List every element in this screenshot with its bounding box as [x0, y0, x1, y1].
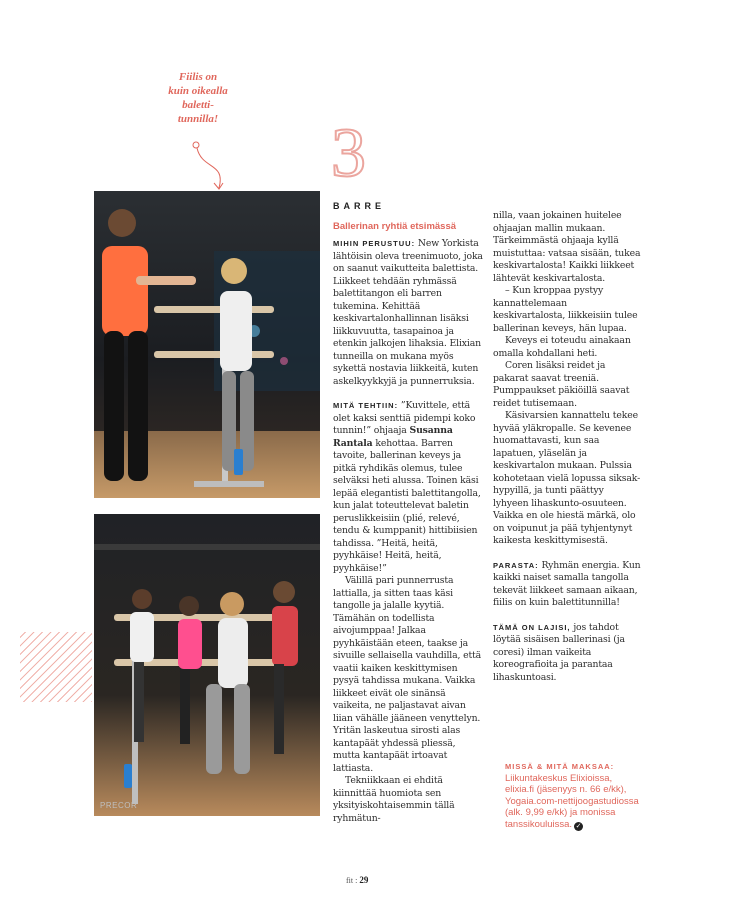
paragraph: Käsivarsien kannattelu tekee hyvää yläkropalle. Se kevenee huomattavasti, kun saa lapatuen, yläselän ja keskivartalon mukaan. Pulssia kohotetaan vielä lopussa siksak-hypyillä, ja tunti päättyy lyhyeen lihaskunto-osuuteen. Vaikka en ole hiestä märkä, olo on voipunut ja pää tyhjentynyt kaikesta keskittymisestä. — [493, 410, 641, 546]
paragraph: Välillä pari punnerrusta lattialla, ja sitten taas käsi tangolle ja jalalle kyytiä. Tämähän on todellista aivojumppaa! Jalkaa pyyhkäistään eteen, taakse ja sivuille sellaisella vauhdilla, että vaatii kaiken keskittymisen pysyä tahdissa mukana. Vaikka liikkeet eivät ole sinänsä vaikeita, ne paljastavat aivan liian vähälle jääneen venyttelyn. Yritän laskeutua sirosti alas kantapäät yhdessä pliessä, mutta kantapäät irtoavat lattiasta. — [333, 575, 482, 774]
paragraph: Coren lisäksi reidet ja pakarat saavat treeniä. Pumppaukset päkiöillä saavat reidet tutisemaan. — [493, 360, 630, 409]
paragraph — [333, 238, 483, 388]
caption-line: tunnilla! — [177, 113, 219, 125]
paragraph — [493, 622, 641, 685]
barre-group-image — [94, 514, 320, 816]
info-box — [505, 761, 640, 831]
paragraph: Tekniikkaan ei ehditä kiinnittää huomiota sen yksityiskohtaisemmin tällä ryhmätun- — [333, 775, 455, 824]
info-text: Liikuntakeskus Elixioissa, elixia.fi (jäsenyys n. 66 e/kk), Yogaia.com-nettijoogastudiossa (alk. 9,99 e/kk) ja monissa tanssikouluissa. — [505, 772, 639, 830]
paragraph-label: MITÄ TEHTIIN: — [333, 401, 399, 410]
text-column-2 — [493, 210, 641, 684]
pointer-arrow-icon — [190, 140, 230, 192]
paragraph — [493, 560, 641, 610]
article-number: 3 — [331, 115, 366, 192]
barre-photo-bottom — [94, 514, 320, 816]
photo-caption — [150, 70, 246, 126]
page-footer — [346, 875, 368, 885]
barre-class-image — [94, 191, 320, 498]
section-title: BARRE — [333, 201, 386, 211]
paragraph-label: MIHIN PERUSTUU: — [333, 239, 416, 248]
info-label: MISSÄ & MITÄ MAKSAA: — [505, 762, 615, 771]
caption-line: baletti- — [182, 99, 214, 111]
brand-label: PRECOR — [100, 801, 138, 810]
barre-photo-top — [94, 191, 320, 498]
paragraph-text: New Yorkista lähtöisin oleva treenimuoto, joka on saanut vaikutteita balettista. Liikkeet tehdään ryhmässä balettitangon eli barren tukemina. Kehittää keskivartalonhallinnan lisäksi liikkuvuutta, tasapainoa ja etenkin jalkojen lihaksia. Elixian tunneilla on mukana myös sykettä nostavia liikkeitä, kuten askelkyykkyjä ja punnerruksia. — [333, 238, 483, 387]
paragraph-text: kehottaa. Barren tavoite, ballerinan keveys ja pitkä ryhdikäs olemus, tulee selväksi heti alussa. Toinen käsi lepää elegantisti balettitangolla, kun jalat toteuttelevat baletin peruslikkeisiin (plié, relevé, tendu & kumppanit) hittibiisien tahdissa. ”Heitä, heitä, pyyhkäise! Heitä, heitä, pyyhkäise!” — [333, 437, 481, 574]
page-number: 29 — [359, 875, 369, 885]
paragraph: Keveys ei toteudu ainakaan omalla kohdallani heti. — [493, 335, 631, 359]
paragraph — [333, 400, 483, 575]
paragraph-label: TÄMÄ ON LAJISI, — [493, 622, 571, 632]
paragraph: nilla, vaan jokainen huitelee ohjaajan mallin mukaan. Tärkeimmästä ohjaaja kyllä muistuttaa: vatsaa sisään, tukea keskivartalosta! Kaikki liikkeet lähtevät keskivartalosta. — [493, 210, 641, 284]
paragraph-text: ”Kuvittele, että olet kaksi senttiä pidempi koko tunnin!” ohjaaja — [333, 400, 476, 436]
article-subhead: Ballerinan ryhtiä etsimässä — [333, 221, 457, 232]
paragraph: – Kun kroppaa pystyy kannattelemaan keskivartalosta, liikkeisiin tulee ballerinan keveys, hän lupaa. — [493, 285, 638, 334]
caption-line: kuin oikealla — [168, 85, 228, 97]
paragraph-text: jos tahdot löytää sisäisen ballerinasi (ja coresi) ilman vaikeita koreografioita ja parantaa lihaskuntoasi. — [493, 621, 625, 683]
instructor-name: Susanna Rantala — [333, 425, 453, 449]
magazine-name: fit — [346, 876, 354, 885]
caption-line: Fiilis on — [178, 71, 218, 83]
end-check-icon: ✓ — [575, 822, 582, 830]
footer-separator: : — [355, 876, 358, 885]
paragraph-label: PARASTA: — [493, 560, 539, 570]
text-column-1 — [333, 238, 483, 825]
paragraph-text: Ryhmän energia. Kun kaikki naiset samalla tangolla tekevät liikkeet samaan aikaan, fiilis on kuin balettitunnilla! — [493, 559, 641, 608]
decorative-hatch — [20, 632, 92, 702]
